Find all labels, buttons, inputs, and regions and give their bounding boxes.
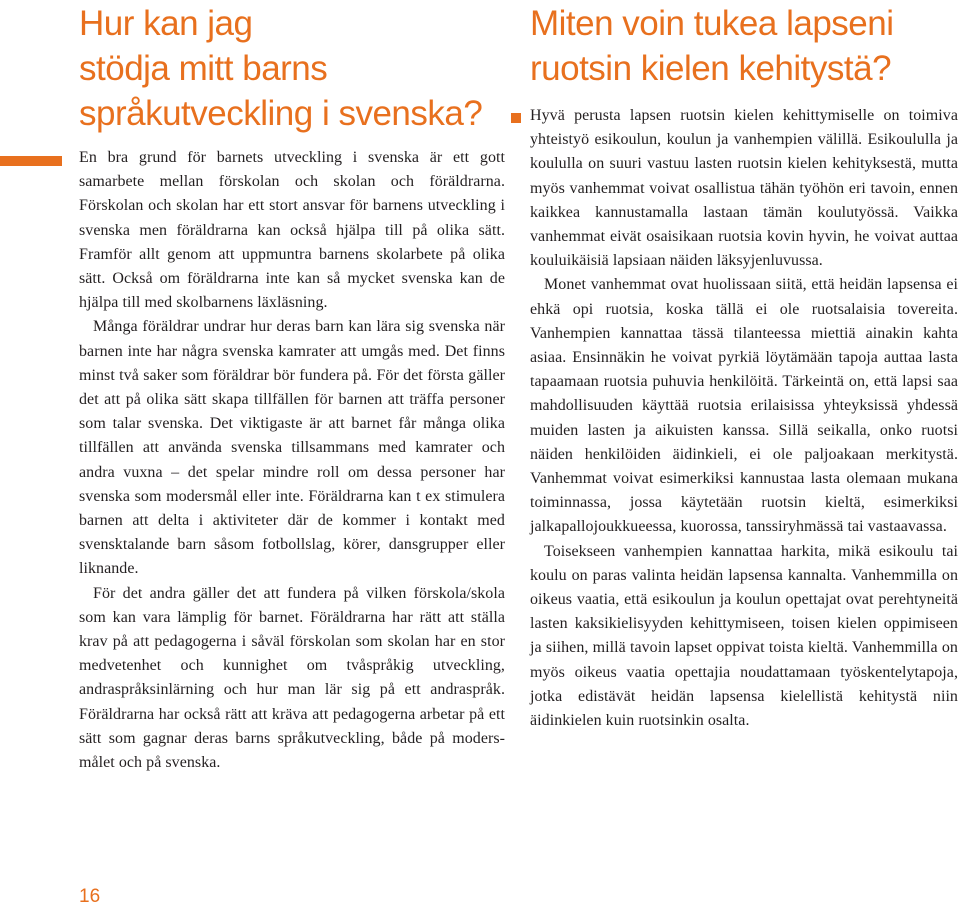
finnish-body-text [530, 104, 958, 733]
swedish-heading-line: språkutveckling i svenska? [79, 94, 483, 133]
swedish-body-text [79, 146, 505, 775]
finnish-heading-line: ruotsin kielen kehitystä? [530, 49, 892, 88]
finnish-paragraph: Monet vanhemmat ovat huolissaan siitä, että heidän lapsensa ei ehkä opi ruotsia, koska tällä ei ole ruotsalaisia tovereita. Vanhempien kannattaa tässä tilanteessa miettiä ainakin kahta asiaa. Ensinnäkin he voivat pyrkiä löytämään tapoja auttaa lasta tapaamaan ruotsia puhuvia henkilöitä. Tärkeintä on, että lapsi saa mahdollisuuden käyttää ruotsia erilaisissa yhteyksissä yhdessä muiden lasten ja aikuisten kanssa. Sillä seikalla, onko ruotsi näiden henkilöiden äidinkieli, ei ole paljoakaan merkitystä. Vanhemmat voivat esimerkiksi kannustaa lasta olemaan mukana toiminnassa, jossa käytetään ruotsin kieltä, esimerkiksi jalkapallojoukkueessa, kuorossa, tanssiryhmässä tai vastaavassa. [530, 276, 958, 536]
left-accent-bar [0, 156, 62, 166]
swedish-paragraph: Många föräldrar undrar hur deras barn kan lära sig svenska när barnen inte har några svenska kamrater att umgås med. Det finns minst två saker som föräldrar bör fundera på. För det första gäller det att på olika sätt skapa tillfällen för barnen att träffa personer som talar svenska. Det viktigaste är att barnet får många olika tillfällen att använda svenska tillsammans med kamrater och andra vuxna – det spelar mindre roll om dessa personer har svenska som modersmål eller inte. Föräldrarna kan t ex stimulera barnen att delta i aktiviteter där de kommer i kontakt med svensktalande barn såsom fotbollslag, körer, dansgrupper eller liknande. [79, 318, 505, 578]
swedish-heading-line: stödja mitt barns [79, 49, 328, 88]
finnish-heading [530, 1, 960, 91]
swedish-paragraph: För det andra gäller det att fundera på vilken förskola/skola som kan vara lämplig för barnet. Föräldrarna har rätt att ställa krav på att pedagogerna i såväl förskolan som skolan har en stor medvetenhet och kunnighet om tvåspråkig utveckling, andraspråksinlärning och hur man lär sig på ett andraspråk. Föräldrarna har också rätt att kräva att pedagogerna arbetar på ett sätt som gagnar deras barns språkutveckling, både på modersmålet och på svenska. [79, 584, 505, 772]
page-number: 16 [79, 886, 101, 907]
finnish-paragraph: Hyvä perusta lapsen ruotsin kielen kehittymiselle on toimiva yhteistyö esikoulun, koulun ja vanhempien välillä. Esikoululla ja koululla on suuri vastuu lasten ruotsin kielen kehityksestä, mutta myös vanhemmat voivat osallistua tähän työhön eri tavoin, ennen kaikkea kannustamalla lastaan tämän koulutyössä. Vaikka vanhemmat eivät osaisikaan ruotsia kovin hyvin, he voivat auttaa kouluikäisiä lapsiaan näiden läksyjenluvussa. [530, 107, 958, 270]
swedish-heading-line: Hur kan jag [79, 4, 253, 43]
right-accent-square [511, 113, 521, 123]
finnish-paragraph: Toisekseen vanhempien kannattaa harkita, mikä esikoulu tai koulu on paras valinta heidän lapsensa kannalta. Vanhemmilla on oikeus vaatia, että esikoulun ja koulun opettajat ovat perehtyneitä lasten kaksikielisyyden kehittymiseen, toisen kielen oppimiseen ja siihen, millä tavoin lapset oppivat toista kieltä. Vanhemmilla on myös oikeus vaatia opettajia noudattamaan työskentelytapoja, jotka edistävät heidän lapsensa kielellistä kehitystä niin äidinkielen kuin ruotsinkin osalta. [530, 542, 958, 730]
swedish-paragraph: En bra grund för barnets utveckling i svenska är ett gott samarbete mellan förskolan och skolan och föräldrarna. Förskolan och skolan har ett stort ansvar för barnens utveckling i svenska men föräldrarna kan också hjälpa till på olika sätt. Framför allt genom att uppmuntra barnens skolarbete på olika sätt. Också om föräldrarna inte kan så mycket svenska kan de hjälpa till med skolbarnens läxläsning. [79, 149, 505, 312]
finnish-heading-line: Miten voin tukea lapseni [530, 4, 894, 43]
swedish-heading [79, 1, 509, 136]
